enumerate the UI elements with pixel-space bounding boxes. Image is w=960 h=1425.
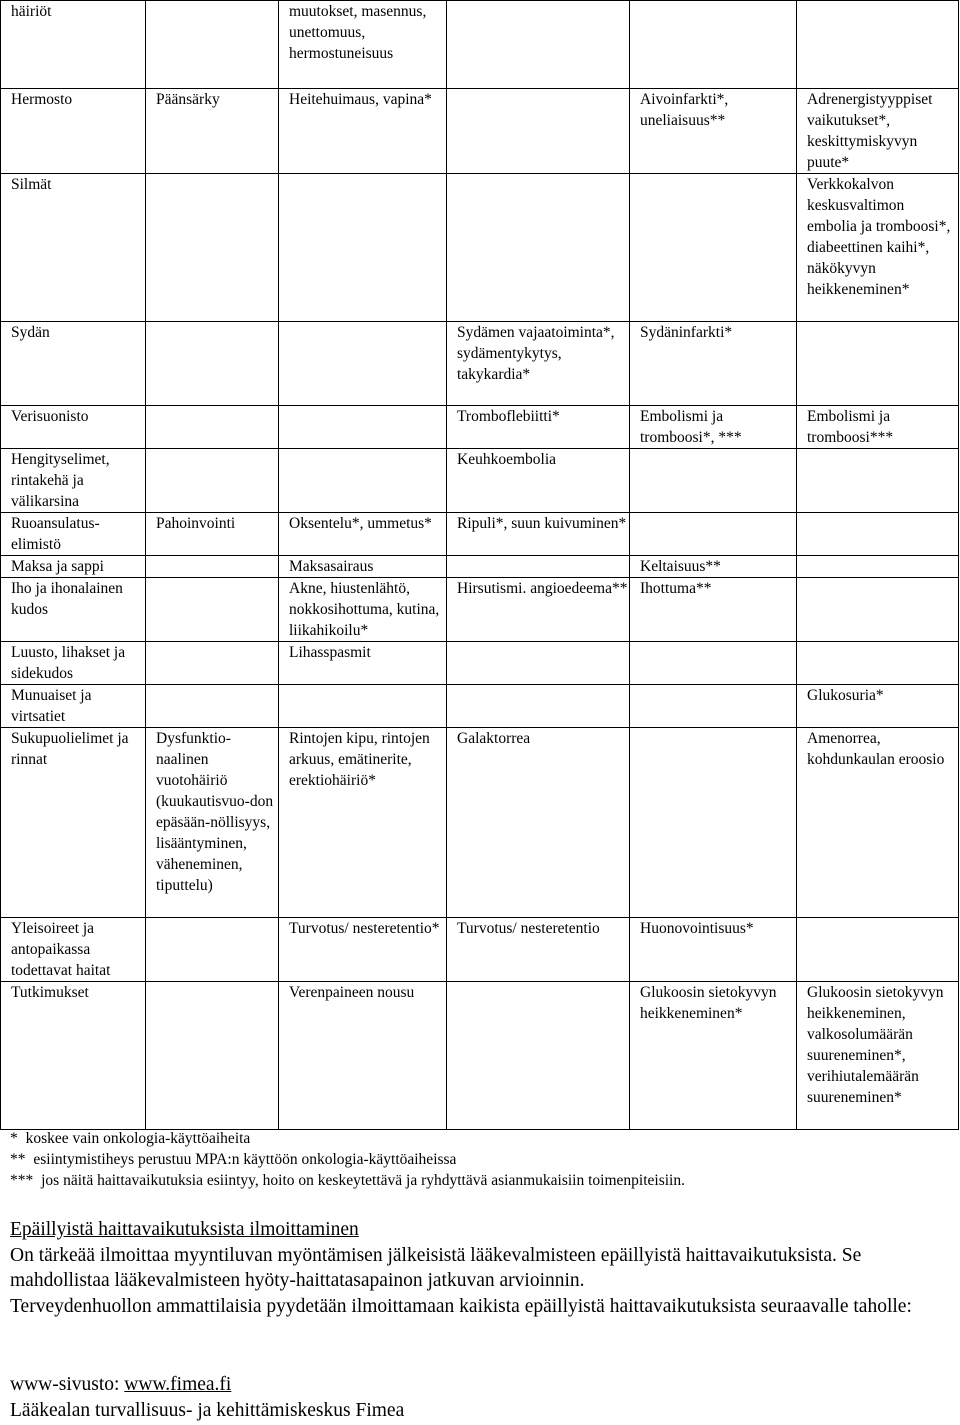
table-row <box>1 406 959 449</box>
table-row <box>1 89 959 174</box>
frequency-cell: Glukoosin sietokyvyn heikkeneminen, valkosolumäärän suureneminen*, verihiutalemäärän suureneminen* <box>797 982 959 1130</box>
frequency-cell: Heitehuimaus, vapina* <box>279 89 447 174</box>
organ-class-cell: Sydän <box>1 322 146 406</box>
frequency-cell <box>630 685 797 728</box>
frequency-cell <box>630 513 797 556</box>
frequency-cell <box>146 406 279 449</box>
frequency-cell: Galaktorrea <box>447 728 630 918</box>
footnote <box>10 1149 685 1170</box>
footnote-text: jos näitä haittavaikutuksia esiintyy, hoito on keskeytettävä ja ryhdyttävä asianmukaisiin toimenpiteisiin. <box>41 1172 685 1189</box>
table-row <box>1 174 959 322</box>
frequency-cell <box>146 685 279 728</box>
frequency-cell: Adrenergistyyppiset vaikutukset*, keskittymiskyvyn puute* <box>797 89 959 174</box>
frequency-cell: Hirsutismi. angioedeema** <box>447 578 630 642</box>
frequency-cell <box>146 578 279 642</box>
frequency-cell <box>630 174 797 322</box>
table-row <box>1 982 959 1130</box>
organ-class-cell: Maksa ja sappi <box>1 556 146 578</box>
frequency-cell: Pahoinvointi <box>146 513 279 556</box>
frequency-cell <box>279 174 447 322</box>
organ-class-cell: Silmät <box>1 174 146 322</box>
organ-class-cell: Hermosto <box>1 89 146 174</box>
table-row <box>1 685 959 728</box>
organization-name: Lääkealan turvallisuus- ja kehittämiskeskus Fimea <box>10 1399 405 1421</box>
frequency-cell <box>146 642 279 685</box>
frequency-cell: Dysfunktio-naalinen vuotohäiriö (kuukautisvuo-don epäsään-nöllisyys, lisääntyminen, väheneminen, tiputtelu) <box>146 728 279 918</box>
frequency-cell <box>146 449 279 513</box>
frequency-cell: Lihasspasmit <box>279 642 447 685</box>
table-row <box>1 642 959 685</box>
frequency-cell: Sydäninfarkti* <box>630 322 797 406</box>
table-row <box>1 556 959 578</box>
frequency-cell: Glukosuria* <box>797 685 959 728</box>
frequency-cell <box>447 174 630 322</box>
footnote <box>10 1128 685 1149</box>
frequency-cell: Sydämen vajaatoiminta*, sydämentykytys, takykardia* <box>447 322 630 406</box>
footnotes <box>10 1128 685 1191</box>
frequency-cell <box>797 556 959 578</box>
frequency-cell <box>797 513 959 556</box>
frequency-cell <box>447 556 630 578</box>
frequency-cell <box>146 1 279 89</box>
table-row <box>1 513 959 556</box>
frequency-cell <box>146 918 279 982</box>
footnote-mark: * <box>10 1130 18 1147</box>
website-label: www-sivusto: <box>10 1374 125 1395</box>
reporting-paragraph: On tärkeää ilmoittaa myyntiluvan myöntämisen jälkeisistä lääkevalmisteen epäillyistä haittavaikutuksista. Se mahdollistaa lääkevalmisteen hyöty-haittatasapainon jatkuvan arvioinnin. <box>10 1244 862 1291</box>
frequency-cell: Akne, hiustenlähtö, nokkosihottuma, kutina, liikahikoilu* <box>279 578 447 642</box>
frequency-cell: Huonovointisuus* <box>630 918 797 982</box>
frequency-cell <box>279 322 447 406</box>
frequency-cell: Verenpaineen nousu <box>279 982 447 1130</box>
frequency-cell <box>447 89 630 174</box>
organ-class-cell: Ruoansulatus-elimistö <box>1 513 146 556</box>
footnote-mark: *** <box>10 1172 34 1189</box>
frequency-cell <box>146 174 279 322</box>
frequency-cell <box>447 685 630 728</box>
website-link[interactable]: www.fimea.fi <box>124 1374 232 1395</box>
frequency-cell <box>279 449 447 513</box>
reporting-section <box>10 1217 940 1319</box>
frequency-cell <box>797 1 959 89</box>
footnote-text: esiintymistiheys perustuu MPA:n käyttöön onkologia-käyttöaiheissa <box>33 1151 457 1168</box>
frequency-cell: Ripuli*, suun kuivuminen* <box>447 513 630 556</box>
frequency-cell: Päänsärky <box>146 89 279 174</box>
frequency-cell: Tromboflebiitti* <box>447 406 630 449</box>
frequency-cell <box>447 642 630 685</box>
frequency-cell <box>279 685 447 728</box>
organ-class-cell: Verisuonisto <box>1 406 146 449</box>
frequency-cell <box>630 449 797 513</box>
table-row <box>1 449 959 513</box>
organ-class-cell: Tutkimukset <box>1 982 146 1130</box>
frequency-cell: Embolismi ja tromboosi*** <box>797 406 959 449</box>
frequency-cell: Keuhkoembolia <box>447 449 630 513</box>
organ-class-cell: Munuaiset ja virtsatiet <box>1 685 146 728</box>
frequency-cell <box>630 1 797 89</box>
footnote <box>10 1170 685 1191</box>
frequency-cell <box>447 1 630 89</box>
website-line <box>10 1372 404 1398</box>
frequency-cell: Verkkokalvon keskusvaltimon embolia ja tromboosi*, diabeettinen kaihi*, näkökyvyn heikkeneminen* <box>797 174 959 322</box>
organ-class-cell: Iho ja ihonalainen kudos <box>1 578 146 642</box>
frequency-cell <box>630 642 797 685</box>
frequency-cell <box>146 982 279 1130</box>
frequency-cell <box>447 982 630 1130</box>
footnote-text: koskee vain onkologia-käyttöaiheita <box>25 1130 251 1147</box>
organ-class-cell: Yleisoireet ja antopaikassa todettavat haitat <box>1 918 146 982</box>
frequency-cell: Turvotus/ nesteretentio <box>447 918 630 982</box>
frequency-cell: Glukoosin sietokyvyn heikkeneminen* <box>630 982 797 1130</box>
organ-class-cell: Luusto, lihakset ja sidekudos <box>1 642 146 685</box>
frequency-cell <box>146 556 279 578</box>
frequency-cell: muutokset, masennus, unettomuus, hermostuneisuus <box>279 1 447 89</box>
frequency-cell <box>797 918 959 982</box>
organ-class-cell: Sukupuolielimet ja rinnat <box>1 728 146 918</box>
footnote-mark: ** <box>10 1151 26 1168</box>
frequency-cell: Rintojen kipu, rintojen arkuus, emätinerite, erektiohäiriö* <box>279 728 447 918</box>
table-row <box>1 1 959 89</box>
frequency-cell <box>279 406 447 449</box>
table-row <box>1 918 959 982</box>
contact-info <box>10 1372 404 1423</box>
frequency-cell <box>630 728 797 918</box>
frequency-cell: Aivoinfarkti*, uneliaisuus** <box>630 89 797 174</box>
table-row <box>1 322 959 406</box>
frequency-cell <box>797 642 959 685</box>
organ-class-cell: Hengityselimet, rintakehä ja välikarsina <box>1 449 146 513</box>
reporting-paragraph: Terveydenhuollon ammattilaisia pyydetään ilmoittamaan kaikista epäillyistä haittavaikutuksista seuraavalle taholle: <box>10 1295 912 1317</box>
table-row <box>1 578 959 642</box>
frequency-cell: Ihottuma** <box>630 578 797 642</box>
reporting-heading: Epäillyistä haittavaikutuksista ilmoittaminen <box>10 1219 359 1240</box>
frequency-cell <box>797 578 959 642</box>
frequency-cell: Oksentelu*, ummetus* <box>279 513 447 556</box>
frequency-cell: Embolismi ja tromboosi*, *** <box>630 406 797 449</box>
frequency-cell <box>797 449 959 513</box>
frequency-cell: Keltaisuus** <box>630 556 797 578</box>
table-row <box>1 728 959 918</box>
frequency-cell: Turvotus/ nesteretentio* <box>279 918 447 982</box>
frequency-cell: Maksasairaus <box>279 556 447 578</box>
frequency-cell: Amenorrea, kohdunkaulan eroosio <box>797 728 959 918</box>
frequency-cell <box>797 322 959 406</box>
frequency-cell <box>146 322 279 406</box>
organ-class-cell: häiriöt <box>1 1 146 89</box>
